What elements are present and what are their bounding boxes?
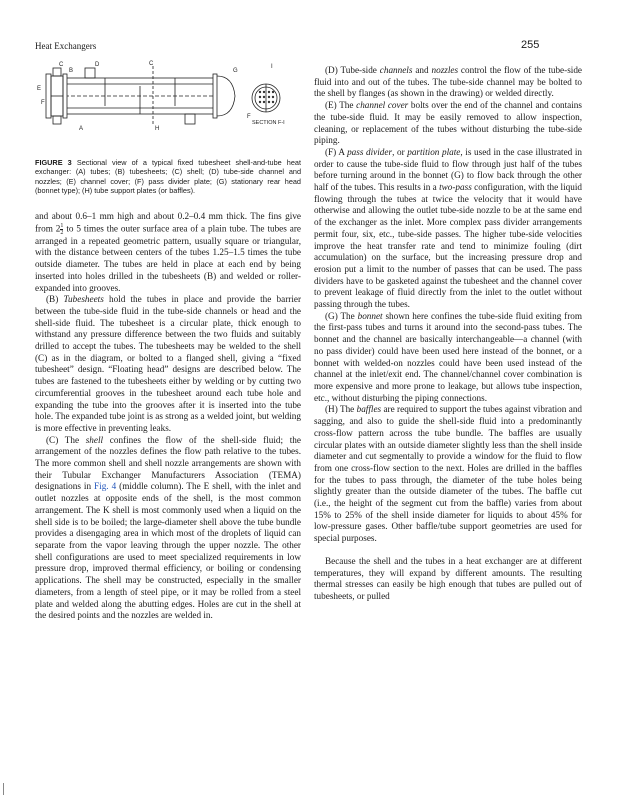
right-column [314, 65, 582, 603]
paragraph: (E) The channel cover bolts over the end of the channel and contains the tube-side fluid. It may be easily removed to allow inspection, cleaning, or replacement of the tubes without disturbing the tube-side piping. [314, 100, 582, 146]
paragraph: (G) The bonnet shown here confines the tube-side fluid exiting from the first-pass tubes and turns it around into the second-pass tubes. The bonnet and the channel are basically interchangeable—a channel (with no pass divider) could have been used here instead of the bonnet, or a bonnet with welded-on nozzles could have been used instead of the channel at the inlet/exit end. The channel/channel cover combination is more expensive and more prone to leakage, but allows tube inspection, etc., without disturbing the piping connections. [314, 310, 583, 403]
figure-callout: E [37, 86, 42, 92]
figure-caption [35, 158, 301, 196]
figure-callout: B [69, 68, 74, 74]
section-label: SECTION F-I [252, 120, 285, 126]
left-column [35, 211, 301, 622]
figure-callout: H [155, 126, 160, 132]
caption-text: Sectional view of a typical fixed tubesheet shell-and-tube heat exchanger: (A) tubes; (B) tubesheets; (C) shell; (D) tube-side channel and nozzles; (E) channel cover; (F) pass divider plate; (G) stationary rear head (bonnet type); (H) tube support plates (or baffles). [35, 158, 302, 196]
paragraph: (D) Tube-side channels and nozzles control the flow of the tube-side fluid into and out of the tubes. The tube-side channel may be bolted to the shell by flanges (as shown in the drawing) or welded directly. [314, 65, 582, 99]
paragraph: (B) Tubesheets hold the tubes in place and provide the barrier between the tube-side fluid in the tube-side channels or head and the shell-side fluid. The tubesheet is a circular plate, thick enough to withstand any pressure difference between the two fluids and suitably drilled to accept the tubes. The tubesheets may be welded to the shell (C) as in the diagram, or bolted to a flanged shell, giving a “fixed tubesheet” design. “Floating head” designs are described below. The tubes are fastened to the tubesheets either by welding or by cutting two circumferential grooves in the tubesheet around each tube hole and expanding the tube into the grooves after it is inserted into the tube hole. The expanded tube joint is as strong as a welded joint, but welding is more effective in preventing leaks. [35, 294, 302, 433]
margin-mark [3, 783, 4, 795]
fraction: $\frac{1}{2}$ [60, 222, 64, 236]
figure-callout: I [271, 64, 273, 70]
figure-callout: F [41, 100, 45, 106]
figure-callout: A [79, 126, 84, 132]
figure-callout: C [59, 62, 64, 68]
heat-exchanger-figure [35, 60, 300, 145]
figure-callout: D [95, 62, 100, 68]
paragraph: (C) The shell confines the flow of the shell-side fluid; the arrangement of the nozzles defines the flow path relative to the tubes. The more common shell and shell nozzle arrangements are shown with their Tubular Exchanger Manufacturers Association (TEMA) designations in Fig. 4 (middle column). The E shell, with the inlet and outlet nozzles at opposite ends of the shell, is the most common arrangement. The K shell is most commonly used when a liquid on the shell side is to be boiled; the large-diameter shell above the tube bundle provides a disengaging area in which most of the droplets of liquid can separate from the vapor leaving through the upper nozzle. The other shell configurations are used to meet specialized requirements in low pressure drop, improved thermal efficiency, or boiling or condensing applications. The shell may be constructed, especially in the smaller diameters, from a length of steel pipe, or it may be rolled from a steel plate and welded along the abutting edges. Holes are cut in the shell at the desired points and the nozzles are welded in. [35, 434, 301, 621]
paragraph: Because the shell and the tubes in a heat exchanger are at different temperatures, they will expand by different amounts. The resulting thermal stresses can easily be high enough that tubes are pulled out of tubesheets, or pulled [314, 555, 582, 601]
caption-label: FIGURE 3 [35, 158, 72, 167]
figure-callout: C [149, 61, 154, 67]
page-number: 255 [521, 39, 540, 51]
figure-4-link[interactable]: Fig. 4 [94, 481, 117, 492]
paragraph: (H) The baffles are required to support the tubes against vibration and sagging, and also to guide the shell-side fluid into a predominantly cross-flow pattern across the tube bundle. The baffles are usually circular plates with an outside diameter slightly less than the shell inside diameter and cut segmentally to provide a window for the fluid to flow from one cross-flow section to the next. Holes are drilled in the baffles for the tubes to pass through, the diameter of the tube holes being slightly greater than the outside diameter of the tubes. The baffle cut (i.e., the height of the segment cut from the baffle) varies from about 15% to 25% of the shell inside diameter for liquids to about 45% for low-pressure gases. Other baffle/tube support geometries are used for special purposes. [314, 404, 583, 544]
figure-callout: G [233, 68, 238, 74]
figure-callout: F [247, 114, 251, 120]
paragraph: (F) A pass divider, or partition plate, is used in the case illustrated in order to cause the tube-side fluid to flow through just half of the tubes before turning around in the bonnet (G) to flow back through the other half of the tubes. This results in a two-pass configuration, with the liquid flowing through the tubes at twice the velocity that it would have otherwise and allowing the outlet tube-side nozzle to be at the same end of the exchanger as the inlet. More complex pass divider arrangements permit four, six, etc., tube-side passes. The higher tube-side velocities improve the heat transfer rate and tend to minimize fouling (dirt accumulation) on the surface, but the increasing pressure drop and erosion put a limit to the number of passes that can be used. The pass dividers have to be gasketed against the tubesheet and the channel cover to prevent leakage of fluid directly from the inlet to the outlet without passing through the tubes. [314, 146, 582, 310]
paragraph: and about 0.6–1 mm high and about 0.2–0.4 mm thick. The fins give from 2 $\frac{1}{2}$ to 5 times the outer surface area of a plain tube. The tubes are arranged in a repeated geometric pattern, usually square or triangular, with the distance between centers of the tubes 1.25–1.5 times the tube outside diameter. The tubes are held in place at each end by being inserted into holes drilled in the tubesheets (B) and welded or roller-expanded into grooves. [35, 211, 301, 293]
running-header-title: Heat Exchangers [35, 41, 97, 51]
